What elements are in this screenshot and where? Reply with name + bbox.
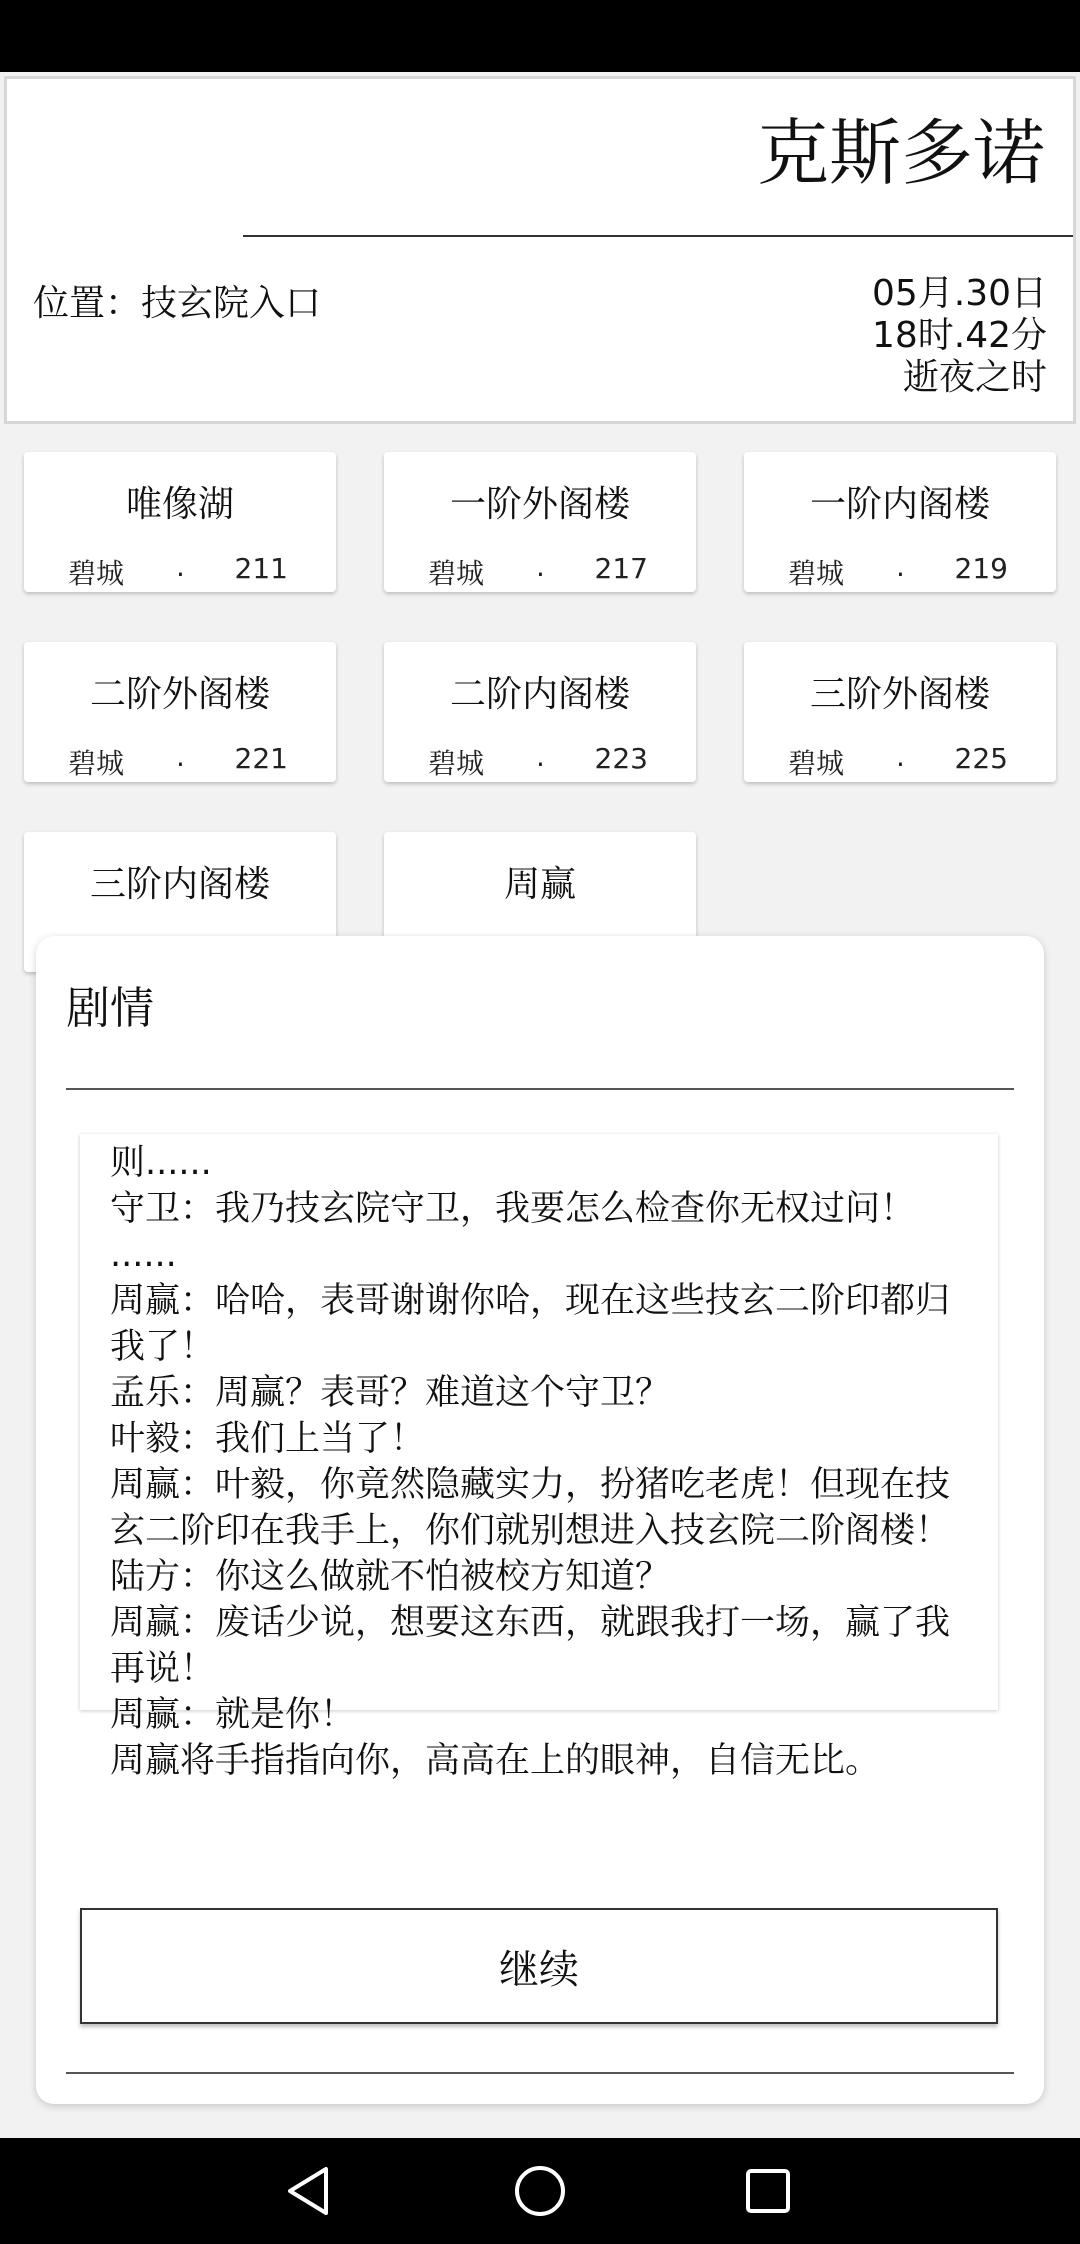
tile-number: 211 [234,552,288,585]
location-grid [0,424,1080,905]
tile-dot: . [896,550,905,583]
tile-name: 一阶外阁楼 [449,484,630,525]
story-divider-top [66,1088,1014,1090]
continue-button[interactable]: 继续 [80,1908,998,2024]
tile-name: 三阶内阁楼 [89,864,270,905]
location-tile[interactable] [384,642,696,782]
tile-name: 二阶内阁楼 [449,674,630,715]
status-bar [0,0,1080,72]
tile-name: 二阶外阁楼 [89,674,270,715]
tile-city: 碧城 [68,557,125,590]
tile-name: 一阶内阁楼 [809,484,990,525]
location-label: 位置：技玄院入口 [33,283,322,324]
back-triangle-icon[interactable] [250,2138,370,2244]
location-tile[interactable] [744,642,1056,782]
location-tile[interactable] [384,452,696,592]
tile-dot: . [536,550,545,583]
tile-dot: . [536,740,545,773]
tile-city: 碧城 [428,747,485,780]
recents-square-icon[interactable] [708,2138,828,2244]
home-circle-icon[interactable] [480,2138,600,2244]
story-title: 剧情 [66,983,154,1034]
tile-city: 碧城 [788,747,845,780]
tile-dot: . [176,740,185,773]
datetime-block [872,273,1047,399]
tile-dot: . [896,740,905,773]
story-text-scroll[interactable] [80,1134,998,1781]
tile-number: 217 [594,552,648,585]
story-divider-bottom [66,2072,1014,2074]
character-name: 克斯多诺 [756,111,1045,195]
tile-name: 三阶外阁楼 [809,674,990,715]
location-tile[interactable] [24,452,336,592]
tile-number: 221 [234,742,288,775]
location-tile[interactable] [744,452,1056,592]
header-divider [243,235,1073,237]
navigation-bar [0,2138,1080,2244]
tile-dot: . [176,550,185,583]
tile-number: 223 [594,742,648,775]
period-text: 逝夜之时 [902,357,1047,398]
time-text: 18时.42分 [871,315,1047,356]
tile-city: 碧城 [428,557,485,590]
header-card [4,76,1076,424]
story-dialog [36,936,1044,2104]
tile-name: 周赢 [503,864,576,905]
tile-number: 225 [954,742,1008,775]
tile-city: 碧城 [788,557,845,590]
tile-city: 碧城 [68,747,125,780]
location-tile[interactable] [24,642,336,782]
date-text: 05月.30日 [871,273,1047,314]
story-text: 则...... 守卫：我乃技玄院守卫，我要怎么检查你无权过问！ ...... 周赢：哈哈，表哥谢谢你哈，现在这些技玄二阶印都归我了！ 孟乐：周赢？表哥？难道这个守卫？ 叶毅：我们上当了！ 周赢：叶毅，你竟然隐藏实力，扮猪吃老虎！但现在技玄二阶印在我手上，你们就别想进入技玄院二阶阁楼！ 陆方：你这么做就不怕被校方知道？ 周赢：废话少说，想要这东西，就跟我打一场，赢了我再说！ 周赢：就是你！ 周赢将手指指向你，高高在上的眼神，自信无比。 [110,1143,951,1781]
tile-name: 唯像湖 [125,484,234,525]
tile-number: 219 [954,552,1008,585]
